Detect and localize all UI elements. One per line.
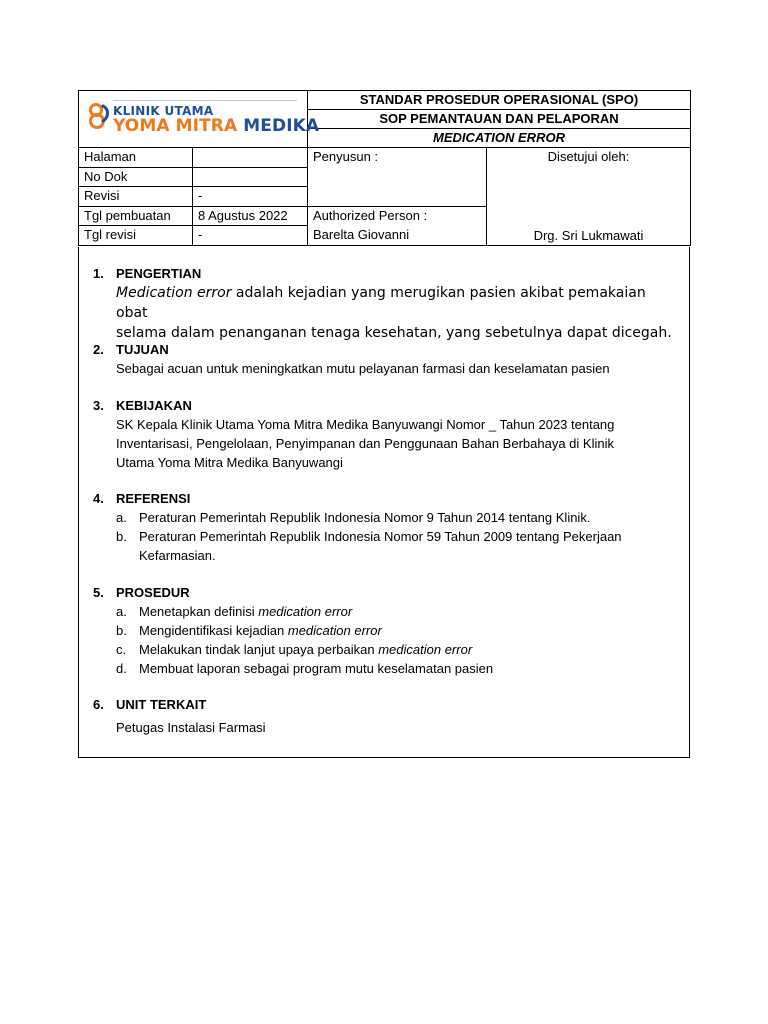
sop-header-table	[78, 90, 691, 246]
list-letter: d.	[116, 661, 127, 676]
list-text: Peraturan Pemerintah Republik Indonesia Nomor 59 Tahun 2009 tentang Pekerjaan	[139, 529, 622, 544]
logo-text-main-blue: MEDIKA	[243, 116, 320, 136]
section-referensi	[93, 489, 673, 565]
section-number: 3.	[93, 398, 104, 413]
section-text: Sebagai acuan untuk meningkatkan mutu pelayanan farmasi dan keselamatan pasien	[116, 361, 610, 376]
list-letter: a.	[116, 604, 127, 619]
section-prosedur	[93, 583, 673, 678]
list-text: Mengidentifikasi kejadian	[139, 623, 288, 638]
row-value-tgl-revisi: -	[193, 226, 308, 246]
term-italic: medication error	[287, 623, 382, 638]
section-text	[93, 415, 673, 472]
logo-rule	[113, 100, 297, 101]
section-number: 6.	[93, 697, 104, 712]
list-item	[93, 508, 673, 527]
title-line-3	[308, 129, 691, 148]
list-letter: b.	[116, 623, 127, 638]
section-number: 4.	[93, 491, 104, 506]
text-line: SK Kepala Klinik Utama Yoma Mitra Medika Banyuwangi Nomor _ Tahun 2023 tentang	[116, 417, 615, 432]
authorized-name: Barelta Giovanni	[308, 226, 487, 246]
list-letter: a.	[116, 510, 127, 525]
approved-name: Drg. Sri Lukmawati	[533, 228, 644, 243]
section-title: UNIT TERKAIT	[116, 697, 207, 712]
list-item	[93, 640, 673, 659]
section-heading	[93, 340, 673, 359]
section-heading	[93, 695, 673, 714]
term-italic: Medication error	[116, 285, 232, 301]
text-line: adalah kejadian yang merugikan pasien akibat pemakaian obat	[116, 285, 646, 321]
logo-text-main-orange: YOMA MITRA	[113, 116, 238, 136]
title-line-2: SOP PEMANTAUAN DAN PELAPORAN	[308, 110, 691, 129]
list-item	[93, 621, 673, 640]
list-text: Melakukan tindak lanjut upaya perbaikan	[139, 642, 379, 657]
section-text: Petugas Instalasi Farmasi	[116, 720, 266, 735]
section-kebijakan	[93, 396, 673, 472]
section-heading	[93, 489, 673, 508]
text-line: selama dalam penanganan tenaga kesehatan, yang sebetulnya dapat dicegah.	[116, 325, 672, 341]
row-label-tgl-pembuatan: Tgl pembuatan	[79, 206, 193, 226]
section-number: 5.	[93, 585, 104, 600]
logo-text-main	[113, 117, 319, 135]
section-title: PROSEDUR	[116, 585, 190, 600]
term-italic: medication error	[378, 642, 473, 657]
clinic-logo-icon	[87, 101, 111, 131]
section-heading	[93, 264, 673, 283]
row-value-no-dok	[193, 167, 308, 187]
term-italic: medication error	[258, 604, 353, 619]
section-title: KEBIJAKAN	[116, 398, 192, 413]
title-line-3-text: MEDICATION ERROR	[433, 130, 565, 145]
procedure-list	[93, 602, 673, 678]
row-label-halaman: Halaman	[79, 148, 193, 168]
title-line-1: STANDAR PROSEDUR OPERASIONAL (SPO)	[308, 91, 691, 110]
reference-list	[93, 508, 673, 565]
list-item	[93, 659, 673, 678]
row-label-no-dok: No Dok	[79, 167, 193, 187]
section-tujuan	[93, 340, 673, 378]
approved-label: Disetujui oleh:	[547, 149, 630, 164]
section-title: REFERENSI	[116, 491, 191, 506]
authorized-label: Authorized Person :	[308, 206, 487, 226]
penyusun-cell: Penyusun :	[308, 148, 487, 207]
row-value-tgl-pembuatan: 8 Agustus 2022	[193, 206, 308, 226]
section-number: 1.	[93, 266, 104, 281]
text-line: Utama Yoma Mitra Medika Banyuwangi	[116, 455, 343, 470]
list-item	[93, 602, 673, 621]
list-letter: b.	[116, 529, 127, 544]
section-title: TUJUAN	[116, 342, 169, 357]
section-unit-terkait	[93, 695, 673, 737]
section-number: 2.	[93, 342, 104, 357]
approval-cell	[487, 148, 691, 246]
list-text: Menetapkan definisi	[139, 604, 259, 619]
section-heading	[93, 583, 673, 602]
list-item	[93, 527, 673, 565]
list-text: Kefarmasian.	[139, 548, 216, 563]
logo-text-top: KLINIK UTAMA	[113, 104, 214, 118]
row-value-revisi: -	[193, 187, 308, 207]
text-line: Inventarisasi, Pengelolaan, Penyimpanan dan Penggunaan Bahan Berbahaya di Klinik	[116, 436, 614, 451]
clinic-logo	[79, 91, 320, 147]
logo-cell	[79, 91, 320, 148]
section-title: PENGERTIAN	[116, 266, 202, 281]
row-label-tgl-revisi: Tgl revisi	[79, 226, 193, 246]
sop-body	[78, 247, 690, 758]
list-letter: c.	[116, 642, 127, 657]
list-text: Peraturan Pemerintah Republik Indonesia Nomor 9 Tahun 2014 tentang Klinik.	[139, 510, 591, 525]
section-pengertian	[93, 264, 673, 343]
section-heading	[93, 396, 673, 415]
section-text	[93, 283, 673, 343]
row-value-halaman	[193, 148, 308, 168]
row-label-revisi: Revisi	[79, 187, 193, 207]
list-text: Membuat laporan sebagai program mutu keselamatan pasien	[139, 661, 494, 676]
